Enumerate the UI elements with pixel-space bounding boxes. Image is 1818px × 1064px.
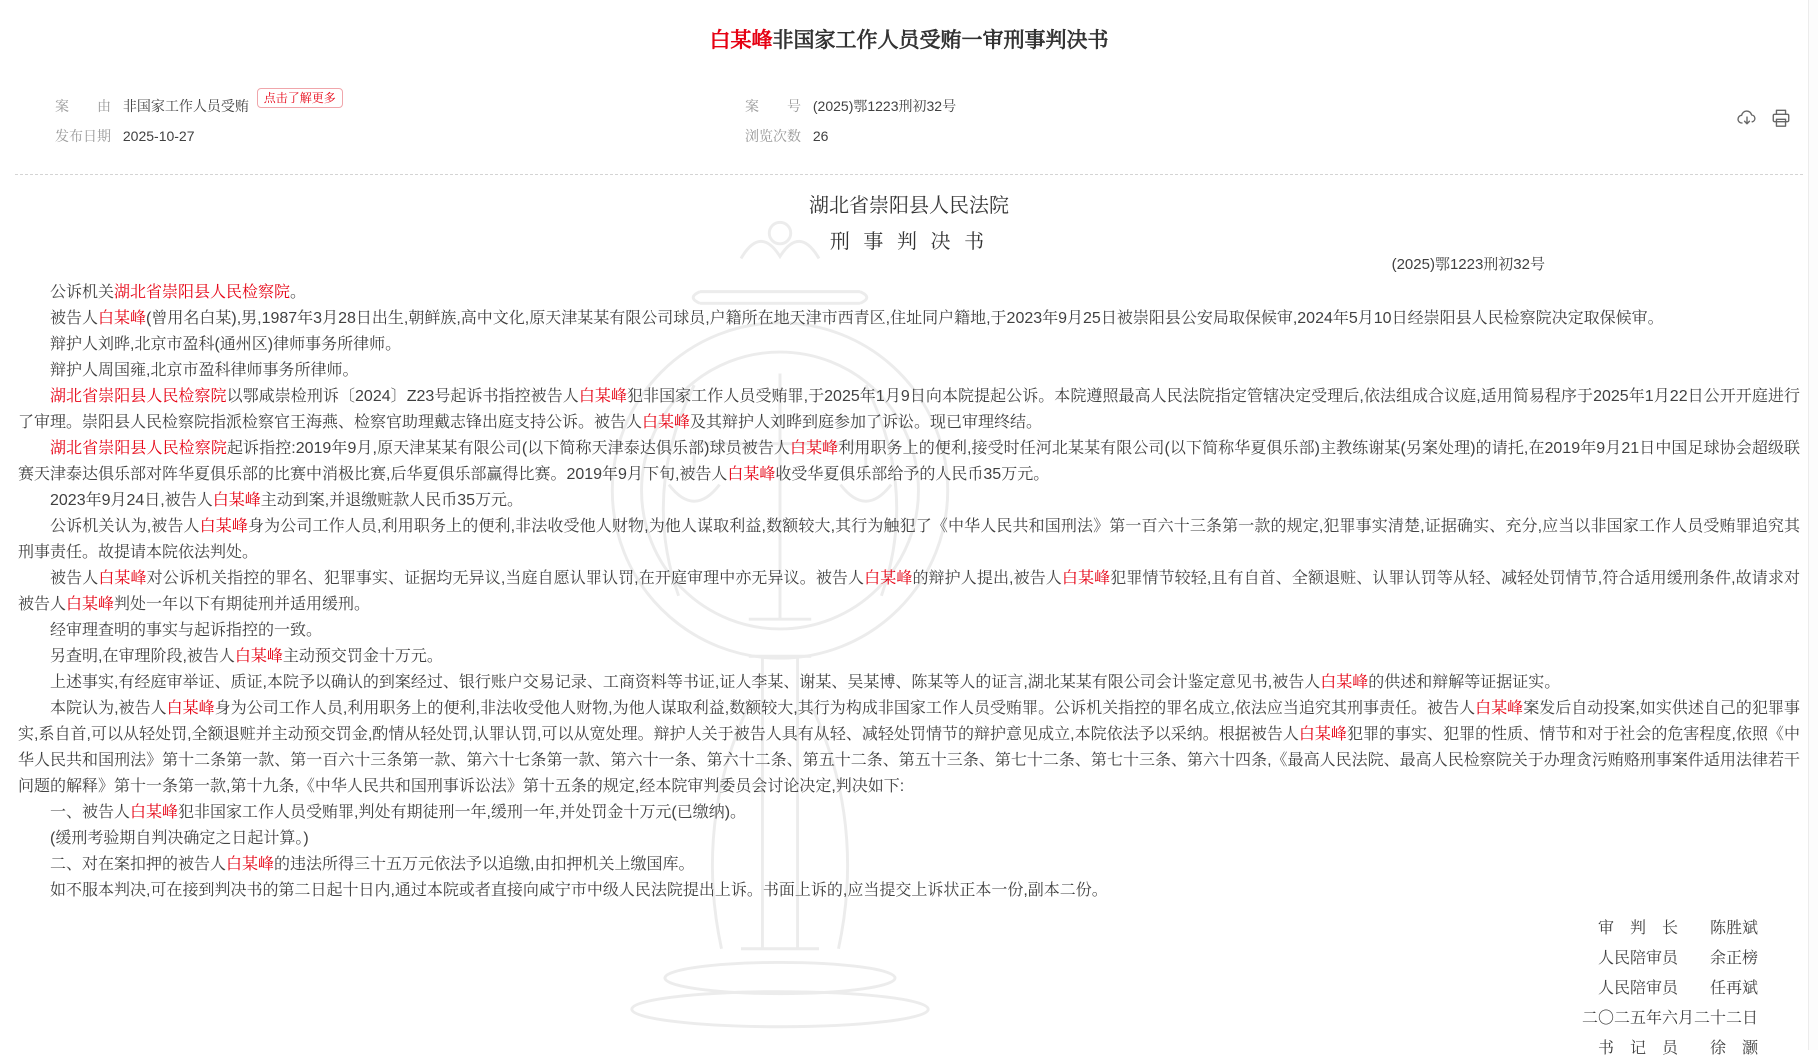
paragraph: [18, 436, 1800, 488]
text-segment: 及其辩护人刘晔到庭参加了诉讼。现已审理终结。: [690, 414, 1043, 431]
paragraph: [18, 566, 1800, 618]
publish-date-label: 发布日期: [55, 128, 111, 144]
highlighted-entity: 白某峰: [727, 466, 776, 483]
text-segment: 二、对在案扣押的被告人: [50, 856, 227, 873]
paragraph: [18, 280, 1800, 306]
views-value: 26: [812, 128, 829, 144]
text-segment: 犯罪情节较轻,且有自首、全额退赃、认罪认罚等从轻、减轻处罚情节,符合适用缓刑条件,故请求对被告人: [18, 570, 1800, 613]
text-segment: 被告人: [50, 310, 99, 327]
text-segment: 主动预交罚金十万元。: [282, 648, 443, 665]
text-segment: 对公诉机关指控的罪名、犯罪事实、证据均无异议,当庭自愿认罪认罚,在开庭审理中亦无异议。被告人: [146, 570, 865, 587]
publish-date-value: 2025-10-27: [122, 128, 195, 144]
highlighted-entity: 白某峰: [212, 492, 261, 509]
printer-icon[interactable]: [1770, 108, 1792, 128]
dashed-divider: [15, 174, 1803, 175]
text-segment: 犯非国家工作人员受贿罪,判处有期徒刑一年,缓刑一年,并处罚金十万元(已缴纳)。: [178, 804, 747, 821]
text-segment: 公诉机关: [50, 284, 115, 301]
case-cause-value: 非国家工作人员受贿: [122, 98, 249, 114]
highlighted-entity: 白某峰: [130, 804, 179, 821]
highlighted-entity: 湖北省崇阳县人民检察院: [114, 284, 291, 301]
text-segment: 犯罪的事实、犯罪的性质、情节和对于社会的危害程度,依照《中华人民共和国刑法》第十二条第一款、第一百六十三条第一款、第六十七条第一款、第六十一条、第六十二条、第五十二条、第五十三条、第七十二条、第七十三条、第六十四条,《最高人民法院、最高人民检察院关于办理贪污贿赂刑事案件适用法律若干问题的解释》第十一条第一款,第十九条,《中华人民共和国刑事诉讼法》第十五条的规定,经本院审判委员会讨论决定,判决如下:: [18, 726, 1800, 795]
paragraph: [18, 670, 1800, 696]
text-segment: 上述事实,有经庭审举证、质证,本院予以确认的到案经过、银行账户交易记录、工商资料等书证,证人李某、谢某、吴某博、陈某等人的证言,湖北某某有限公司会计鉴定意见书,被告人: [50, 674, 1321, 691]
highlighted-entity: 白某峰: [66, 596, 115, 613]
text-segment: 案发后自动投案,如实供述自己的犯罪事实,系自首,可以从轻处罚,全额退赃并主动预交罚金,酌情从轻处罚,认罪认罚,可以从宽处理。辩护人关于被告人具有从轻、减轻处罚情节的辩护意见成立,本院依法予以采纳。根据被告人: [18, 700, 1800, 743]
highlighted-entity: 白某峰: [864, 570, 913, 587]
signature-block: [0, 914, 1818, 1064]
document-case-number: (2025)鄂1223刑初32号: [1391, 256, 1545, 273]
text-segment: 被告人: [50, 570, 99, 587]
paragraph: [18, 878, 1800, 904]
signature-line: 人民陪审员 余正榜: [1597, 950, 1758, 967]
case-cause-label: 案 由: [55, 98, 111, 114]
text-segment: 起诉指控:2019年9月,原天津某某有限公司(以下简称天津泰达俱乐部)球员被告人: [226, 440, 791, 457]
signature-line: 二〇二五年六月二十二日: [1581, 1010, 1758, 1027]
text-segment: 身为公司工作人员,利用职务上的便利,非法收受他人财物,为他人谋取利益,数额较大,其行为触犯了《中华人民共和国刑法》第一百六十三条第一款的规定,犯罪事实清楚,证据确实、充分,应当以非国家工作人员受贿罪追究其刑事责任。故提请本院依法判处。: [18, 518, 1800, 561]
text-segment: 收受华夏俱乐部给予的人民币35万元。: [775, 466, 1050, 483]
highlighted-entity: 湖北省崇阳县人民检察院: [50, 440, 227, 457]
meta-panel: [0, 91, 1818, 162]
highlighted-entity: 白某峰: [226, 856, 275, 873]
text-segment: 2023年9月24日,被告人: [50, 492, 213, 509]
page-title-rest: 非国家工作人员受贿一审刑事判决书: [772, 29, 1109, 52]
text-segment: 利用职务上的便利,接受时任河北某某有限公司(以下简称华夏俱乐部)主教练谢某(另案处理)的请托,在2019年9月21日中国足球协会超级联赛天津泰达俱乐部对阵华夏俱乐部的比赛中消极比赛,后华夏俱乐部赢得比赛。2019年9月下旬,被告人: [18, 440, 1800, 483]
highlighted-entity: 白某峰: [199, 518, 249, 535]
text-segment: 。: [290, 284, 307, 301]
text-segment: 的违法所得三十五万元依法予以追缴,由扣押机关上缴国库。: [274, 856, 695, 873]
highlighted-entity: 白某峰: [166, 700, 215, 717]
case-cause-row: [55, 91, 343, 117]
text-segment: 以鄂咸崇检刑诉〔2024〕Z23号起诉书指控被告人: [226, 388, 579, 405]
text-segment: 本院认为,被告人: [50, 700, 167, 717]
text-segment: 主动到案,并退缴赃款人民币35万元。: [260, 492, 524, 509]
text-segment: 一、被告人: [50, 804, 131, 821]
signature-line: 人民陪审员 任再斌: [1597, 980, 1758, 997]
paragraph: [18, 514, 1800, 566]
page-title: [0, 0, 1818, 54]
case-number-row: [745, 96, 956, 116]
text-segment: 经审理查明的事实与起诉指控的一致。: [50, 622, 323, 639]
paragraph: [18, 332, 1800, 358]
page-title-defendant: 白某峰: [709, 29, 773, 52]
paragraph: [18, 488, 1800, 514]
learn-more-badge[interactable]: 点击了解更多: [257, 88, 343, 108]
court-name: 湖北省崇阳县人民法院: [809, 195, 1009, 217]
highlighted-entity: 白某峰: [98, 570, 147, 587]
paragraph: [18, 384, 1800, 436]
paragraph: [18, 644, 1800, 670]
paragraph: [18, 306, 1800, 332]
highlighted-entity: 白某峰: [578, 388, 628, 405]
case-number-value: (2025)鄂1223刑初32号: [812, 98, 957, 114]
paragraph: [18, 618, 1800, 644]
publish-date-row: [55, 126, 195, 146]
signature-line: 审 判 长 陈胜斌: [1597, 920, 1758, 937]
text-segment: 身为公司工作人员,利用职务上的便利,非法收受他人财物,为他人谋取利益,数额较大,其行为构成非国家工作人员受贿罪。公诉机关指控的罪名成立,依法应当追究其刑事责任。被告人: [214, 700, 1476, 717]
highlighted-entity: 白某峰: [98, 310, 147, 327]
case-number-label: 案 号: [745, 98, 801, 114]
text-segment: 的辩护人提出,被告人: [912, 570, 1062, 587]
text-segment: (缓刑考验期自判决确定之日起计算。): [50, 830, 309, 847]
paragraph: [18, 358, 1800, 384]
paragraph: [18, 800, 1800, 826]
text-segment: 辩护人刘晔,北京市盈科(通州区)律师事务所律师。: [50, 336, 402, 353]
text-segment: 判处一年以下有期徒刑并适用缓刑。: [114, 596, 371, 613]
highlighted-entity: 白某峰: [1320, 674, 1369, 691]
paragraph: [18, 696, 1800, 800]
text-segment: 犯非国家工作人员受贿罪,于2025年1月9日向本院提起公诉。本院遵照最高人民法院指定管辖决定受理后,依法组成合议庭,适用简易程序于2025年1月22日公开开庭进行了审理。崇阳县人民检察院指派检察官王海燕、检察官助理戴志锋出庭支持公诉。被告人: [18, 388, 1800, 431]
views-label: 浏览次数: [745, 128, 801, 144]
cloud-download-icon[interactable]: [1736, 108, 1758, 128]
highlighted-entity: 白某峰: [1298, 726, 1347, 743]
highlighted-entity: 白某峰: [234, 648, 283, 665]
highlighted-entity: 白某峰: [790, 440, 839, 457]
highlighted-entity: 白某峰: [1061, 570, 1111, 587]
signature-line: 书 记 员 徐 灏: [1597, 1040, 1758, 1057]
paragraph: [18, 852, 1800, 878]
text-segment: 辩护人周国雍,北京市盈科律师事务所律师。: [50, 362, 359, 379]
text-segment: (曾用名白某),男,1987年3月28日出生,朝鲜族,高中文化,原天津某某有限公司球员,户籍所在地天津市西青区,住址同户籍地,于2023年9月25日被崇阳县公安局取保候审,2024年5月10日经崇阳县人民检察院决定取保候审。: [146, 310, 1664, 327]
highlighted-entity: 湖北省崇阳县人民检察院: [50, 388, 227, 405]
toolbar: [1736, 108, 1792, 128]
document-type: 刑 事 判 决 书: [829, 231, 989, 253]
highlighted-entity: 白某峰: [1475, 700, 1524, 717]
highlighted-entity: 白某峰: [642, 414, 691, 431]
text-segment: 如不服本判决,可在接到判决书的第二日起十日内,通过本院或者直接向咸宁市中级人民法院提出上诉。书面上诉的,应当提交上诉状正本一份,副本二份。: [50, 882, 1108, 899]
judgment-document: [0, 189, 1818, 1064]
text-segment: 公诉机关认为,被告人: [50, 518, 200, 535]
views-row: [745, 126, 828, 146]
text-segment: 另查明,在审理阶段,被告人: [50, 648, 235, 665]
paragraph: [18, 826, 1800, 852]
text-segment: 的供述和辩解等证据证实。: [1368, 674, 1561, 691]
judgment-body: [0, 280, 1818, 904]
